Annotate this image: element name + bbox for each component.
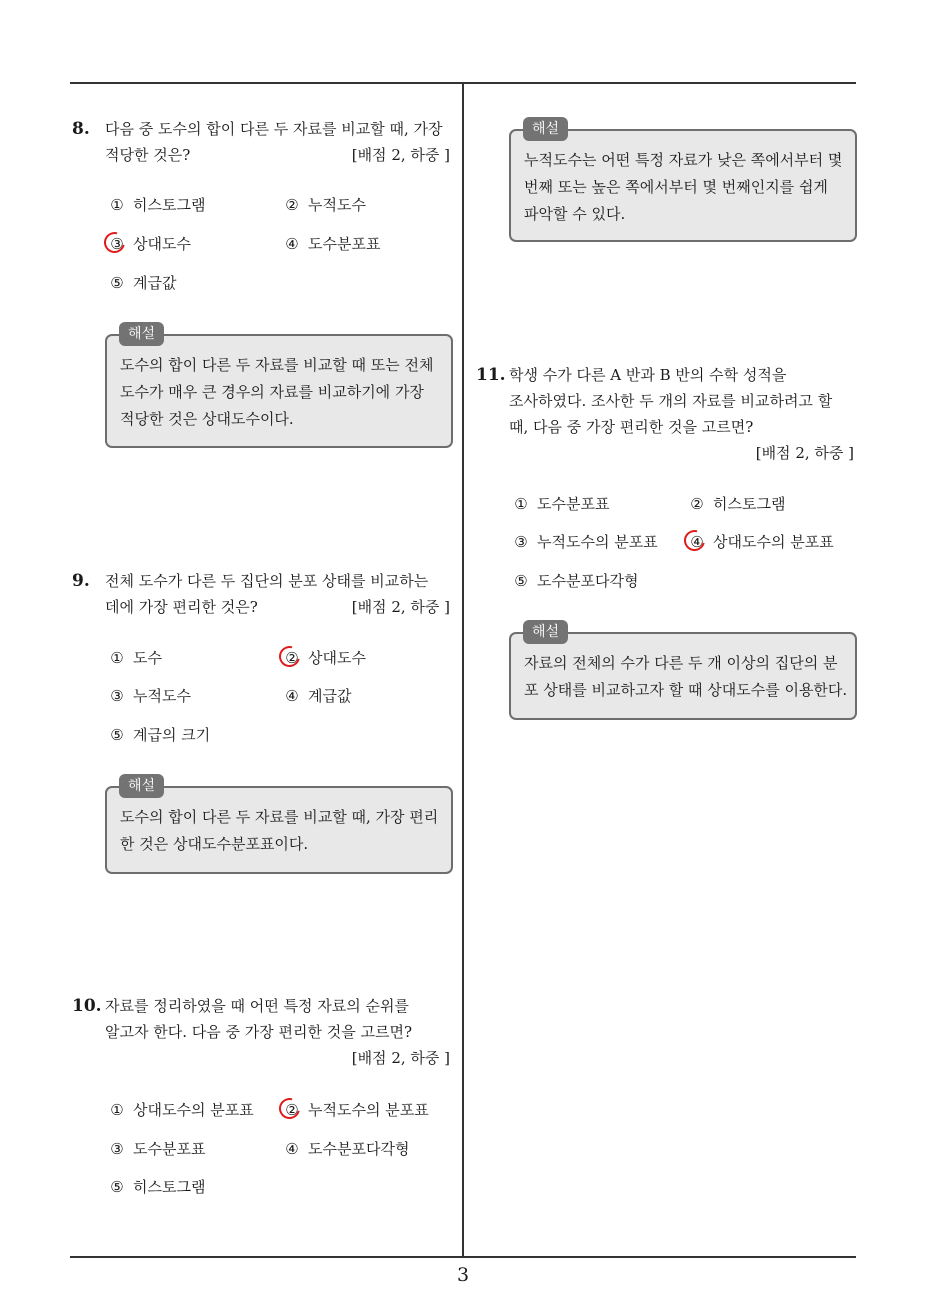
question-number: 11. [476, 365, 506, 385]
question-text-line: 때, 다음 중 가장 편리한 것을 고르면? [509, 418, 754, 436]
option-1[interactable]: ① 도수분포표 [514, 494, 610, 513]
option-2[interactable]: ② 누적도수 [285, 195, 366, 214]
question-meta: [배점 2, 하중 ] [351, 598, 450, 616]
question-text-line: 전체 도수가 다른 두 집단의 분포 상태를 비교하는 [105, 572, 429, 590]
question-text-line: 적당한 것은? [105, 146, 191, 164]
option-3[interactable]: ③ 누적도수의 분포표 [514, 532, 658, 551]
explanation-box-9: 해설 도수의 합이 다른 두 자료를 비교할 때, 가장 편리 한 것은 상대도수분포표이다. [105, 786, 453, 874]
explanation-tag: 해설 [523, 117, 568, 141]
option-3[interactable]: ③ 상대도수 [108, 233, 191, 254]
page-number: 3 [456, 1264, 470, 1286]
explanation-tag: 해설 [523, 620, 568, 644]
option-2[interactable]: ② 누적도수의 분포표 [283, 1099, 429, 1120]
question-text-line: 자료를 정리하였을 때 어떤 특정 자료의 순위를 [105, 997, 409, 1015]
option-1[interactable]: ① 히스토그램 [110, 195, 206, 214]
option-2[interactable]: ② 히스토그램 [690, 494, 786, 513]
option-4[interactable]: ④ 도수분포표 [285, 234, 381, 253]
question-number: 10. [72, 996, 102, 1016]
option-4[interactable]: ④ 상대도수의 분포표 [688, 531, 834, 552]
option-1[interactable]: ① 상대도수의 분포표 [110, 1100, 254, 1119]
question-meta: [배점 2, 하중 ] [351, 146, 450, 164]
question-10 [72, 993, 450, 1045]
question-text-line: 다음 중 도수의 합이 다른 두 자료를 비교할 때, 가장 [105, 120, 443, 138]
column-divider [462, 82, 464, 1258]
option-4[interactable]: ④ 계급값 [285, 686, 352, 705]
explanation-box-11: 해설 자료의 전체의 수가 다른 두 개 이상의 집단의 분 포 상태를 비교하고자 할 때 상대도수를 이용한다. [509, 632, 857, 720]
question-text-line: 학생 수가 다른 A 반과 B 반의 수학 성적을 [509, 366, 787, 384]
answer-mark-circle [100, 228, 129, 257]
question-text-line: 데에 가장 편리한 것은? [105, 598, 258, 616]
question-11 [476, 362, 854, 440]
option-5[interactable]: ⑤ 히스토그램 [110, 1177, 206, 1196]
question-number: 8. [72, 119, 90, 139]
option-5[interactable]: ⑤ 도수분포다각형 [514, 571, 639, 590]
option-2[interactable]: ② 상대도수 [283, 647, 366, 668]
option-5[interactable]: ⑤ 계급값 [110, 273, 177, 292]
question-meta: [배점 2, 하중 ] [755, 444, 854, 462]
question-text-line: 조사하였다. 조사한 두 개의 자료를 비교하려고 할 [509, 392, 833, 410]
explanation-tag: 해설 [119, 774, 164, 798]
explanation-tag: 해설 [119, 322, 164, 346]
option-3[interactable]: ③ 누적도수 [110, 686, 191, 705]
option-1[interactable]: ① 도수 [110, 648, 162, 667]
question-text-line: 알고자 한다. 다음 중 가장 편리한 것을 고르면? [105, 1023, 413, 1041]
answer-mark-circle [680, 526, 709, 555]
answer-mark-circle [275, 642, 304, 671]
explanation-box-8: 해설 도수의 합이 다른 두 자료를 비교할 때 또는 전체 도수가 매우 큰 경우의 자료를 비교하기에 가장 적당한 것은 상대도수이다. [105, 334, 453, 448]
answer-mark-circle [275, 1094, 304, 1123]
explanation-box-10: 해설 누적도수는 어떤 특정 자료가 낮은 쪽에서부터 몇 번째 또는 높은 쪽에서부터 몇 번째인지를 쉽게 파악할 수 있다. [509, 129, 857, 242]
option-5[interactable]: ⑤ 계급의 크기 [110, 725, 211, 744]
option-4[interactable]: ④ 도수분포다각형 [285, 1139, 410, 1158]
bottom-rule [70, 1256, 856, 1258]
question-number: 9. [72, 571, 90, 591]
option-3[interactable]: ③ 도수분포표 [110, 1139, 206, 1158]
question-meta: [배점 2, 하중 ] [351, 1049, 450, 1067]
